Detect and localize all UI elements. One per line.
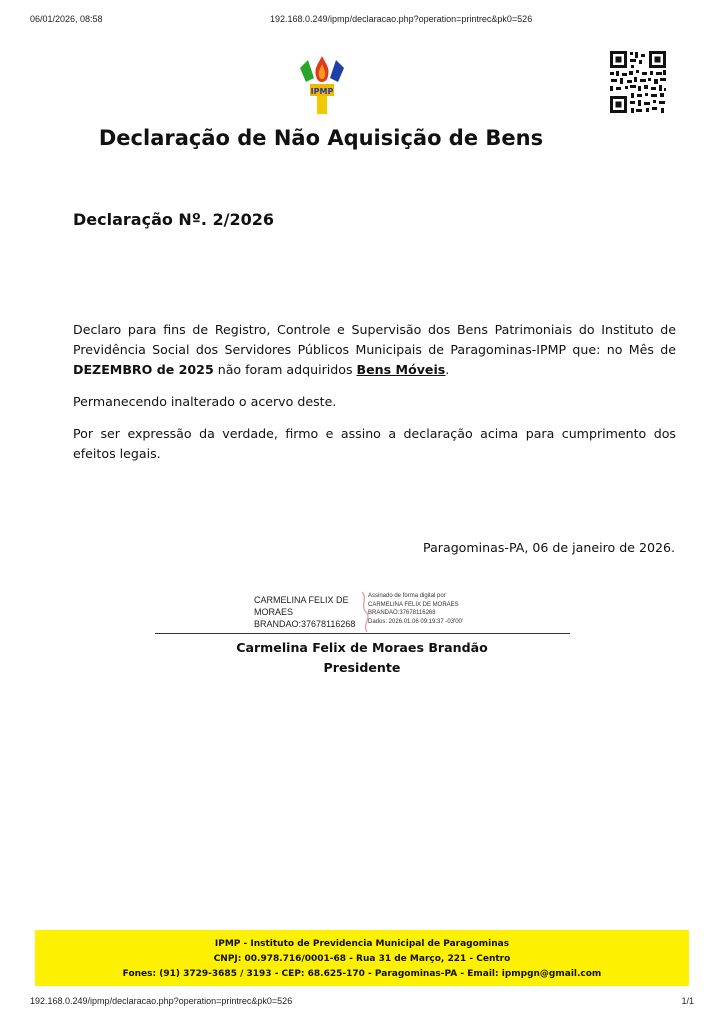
signature-name-line: CARMELINA FELIX DE — [254, 595, 349, 605]
signature-detail-line: Dados: 2026.01.06 09:19:37 -03'00' — [368, 618, 464, 625]
digital-signature-name — [254, 594, 366, 630]
signature-detail-line: Assinado de forma digital por — [368, 593, 446, 599]
signature-name-line: BRANDAO:37678116268 — [254, 619, 356, 629]
signer-name: Carmelina Felix de Moraes Brandão — [236, 640, 488, 655]
signature-name-line: MORAES — [254, 607, 294, 617]
print-header-datetime: 06/01/2026, 08:58 — [30, 14, 103, 24]
paragraph-text: . — [445, 362, 450, 377]
document-title: Declaração de Não Aquisição de Bens — [98, 126, 544, 150]
unchanged-collection-paragraph: Permanecendo inalterado o acervo deste. — [73, 394, 337, 409]
declaration-paragraph — [73, 320, 676, 380]
ipmp-logo-icon — [298, 54, 346, 116]
signer-role: Presidente — [323, 660, 401, 675]
svg-text:IPMP: IPMP — [310, 87, 334, 96]
month-year: DEZEMBRO de 2025 — [73, 362, 214, 377]
print-header-url: 192.168.0.249/ipmp/declaracao.php?operation=printrec&pk0=526 — [270, 14, 533, 24]
footer-institution-name: IPMP - Instituto de Previdencia Municipal de Paragominas — [214, 939, 510, 949]
ipmp-logo — [298, 54, 346, 116]
paragraph-text: Declaro para fins de Registro, Controle e Supervisão dos Bens Patrimoniais do Instituto de Previdência Social dos Servidores Públicos Municipais de Paragominas-IPMP que: no Mês de — [73, 322, 676, 357]
qr-code-icon — [607, 48, 669, 116]
asset-type: Bens Móveis — [356, 362, 446, 377]
footer-address: CNPJ: 00.978.716/0001-68 - Rua 31 de Março, 221 - Centro — [213, 954, 511, 964]
signature-detail-line: BRANDAO:37678116268 — [368, 610, 436, 616]
digital-signature-details — [368, 592, 498, 626]
declaration-number: Declaração Nº. 2/2026 — [73, 210, 274, 229]
truth-statement-paragraph: Por ser expressão da verdade, firmo e assino a declaração acima para cumprimento dos efeitos legais. — [73, 426, 676, 461]
print-footer-page: 1/1 — [681, 996, 694, 1006]
qr-code — [607, 48, 669, 116]
print-footer-url: 192.168.0.249/ipmp/declaracao.php?operation=printrec&pk0=526 — [30, 996, 293, 1006]
signature-line — [155, 633, 570, 634]
footer-contacts: Fones: (91) 3729-3685 / 3193 - CEP: 68.625-170 - Paragominas-PA - Email: ipmpgn@gmail.com — [122, 969, 602, 979]
signature-detail-line: CARMELINA FELIX DE MORAES — [368, 601, 459, 608]
paragraph-text: não foram adquiridos — [213, 362, 357, 377]
place-date: Paragominas-PA, 06 de janeiro de 2026. — [423, 540, 675, 555]
